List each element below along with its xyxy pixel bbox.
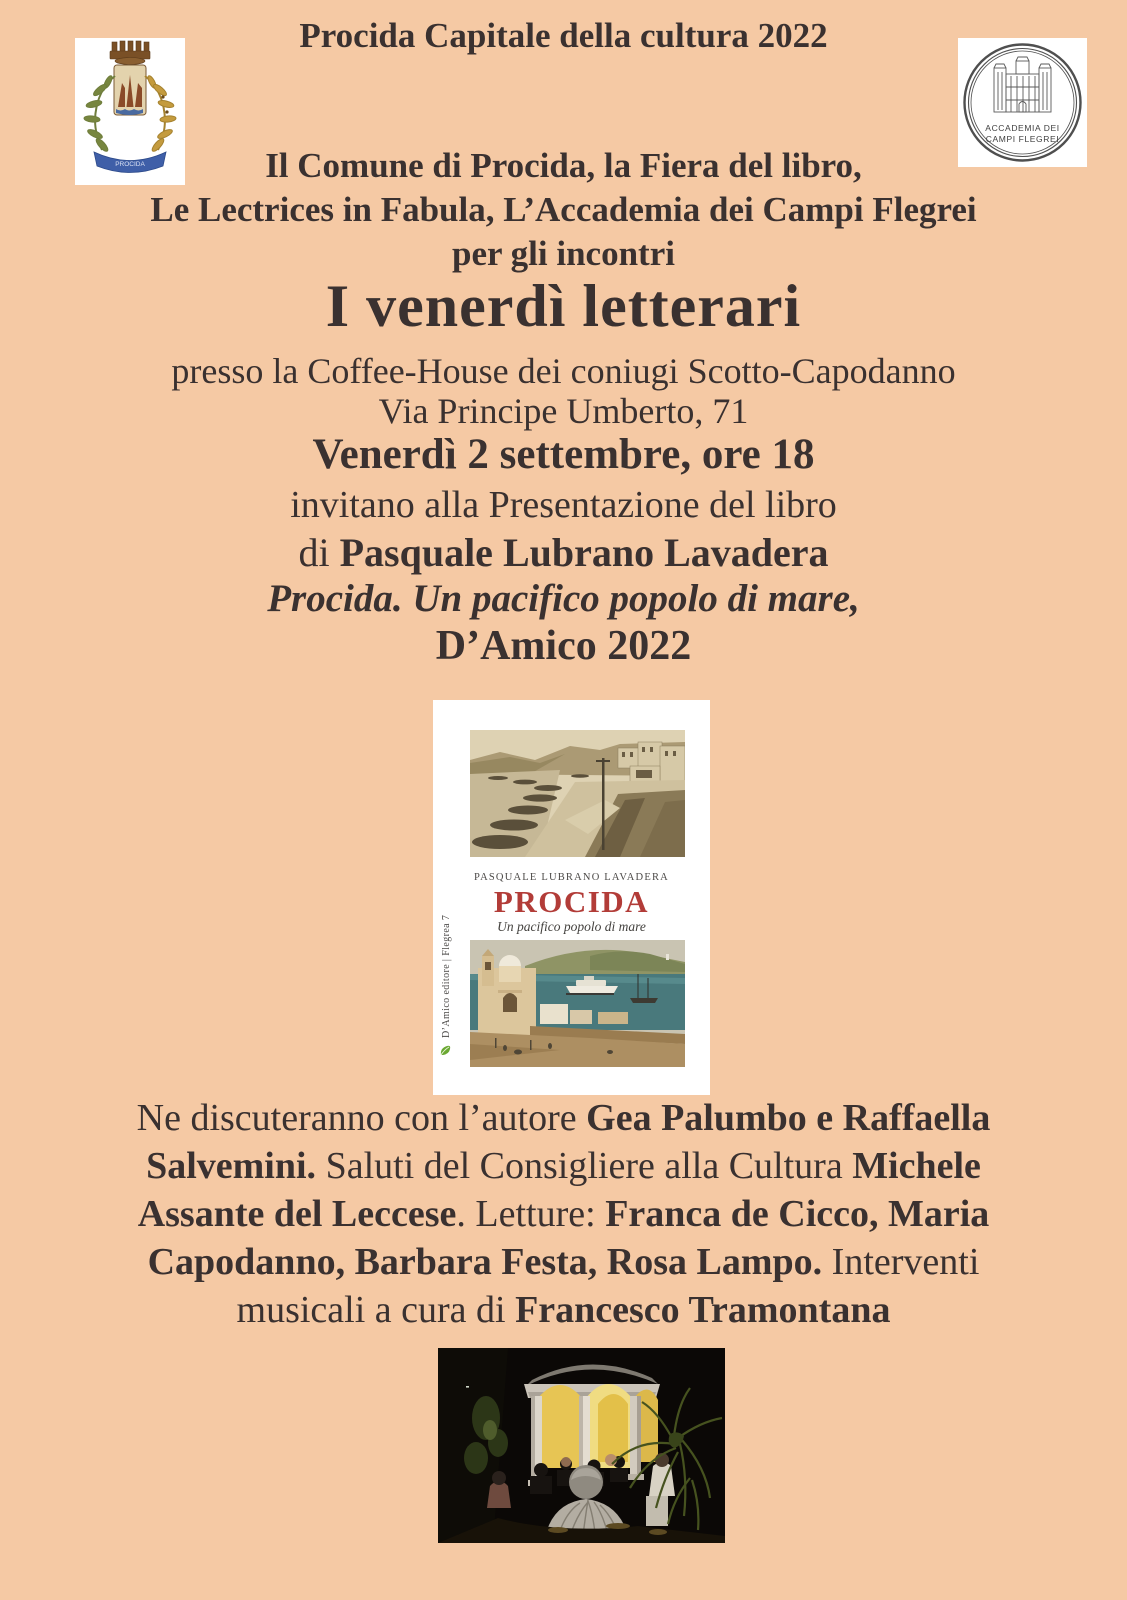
book-title-line: Procida. Un pacifico popolo di mare, [267,577,860,620]
event-description [105,1094,1022,1334]
invite-line: invitano alla Presentazione del libro [290,484,837,526]
cover-spine-text: D’Amico editore | Flegrea 7 [441,914,452,1038]
author-line [0,529,1127,576]
cover-photo-harbor-sepia [470,730,685,857]
author-prefix: di [298,530,340,575]
councillor-name: Michele Assante del Leccese [137,1145,981,1235]
publisher-line: D’Amico 2022 [435,623,692,669]
publisher-leaf-icon [439,1044,452,1057]
cover-author: PASQUALE LUBRANO LAVADERA [474,872,669,883]
event-photo-night [438,1348,725,1543]
datetime-line: Venerdì 2 settembre, ore 18 [312,431,815,478]
description-run-4: Interventi musicali a cura di [236,1241,980,1331]
description-run-3: . Letture: [456,1193,606,1235]
seal-label-line2: CAMPI FLEGREI [985,134,1060,144]
venue-line: presso la Coffee-House dei coniugi Scotto-Capodanno [171,351,956,391]
organizers-line-1: Il Comune di Procida, la Fiera del libro, [265,146,862,185]
author-name: Pasquale Lubrano Lavadera [339,530,829,575]
description-run-1: Ne discuteranno con l’autore [136,1097,587,1139]
crest-ribbon-label: PROCIDA [115,161,145,168]
discussants-names: Gea Palumbo e Raffaella Salvemini. [146,1097,991,1187]
cover-subtitle: Un pacifico popolo di mare [497,919,646,934]
cover-photo-marina-color [470,940,685,1067]
cover-title: PROCIDA [493,884,650,919]
top-title: Procida Capitale della cultura 2022 [299,16,828,55]
book-cover [433,700,710,1095]
description-run-2: Saluti del Consigliere alla Cultura [316,1145,853,1187]
address-line: Via Principe Umberto, 71 [378,391,749,431]
musician-name: Francesco Tramontana [515,1289,891,1331]
readers-names: Franca de Cicco, Maria Capodanno, Barbara Festa, Rosa Lampo. [147,1193,990,1283]
organizers-line-2: Le Lectrices in Fabula, L’Accademia dei Campi Flegrei [150,190,977,229]
seal-label-line1: ACCADEMIA DEI [985,123,1060,133]
organizers-line-3: per gli incontri [452,234,675,273]
series-title: I venerdì letterari [325,273,802,339]
